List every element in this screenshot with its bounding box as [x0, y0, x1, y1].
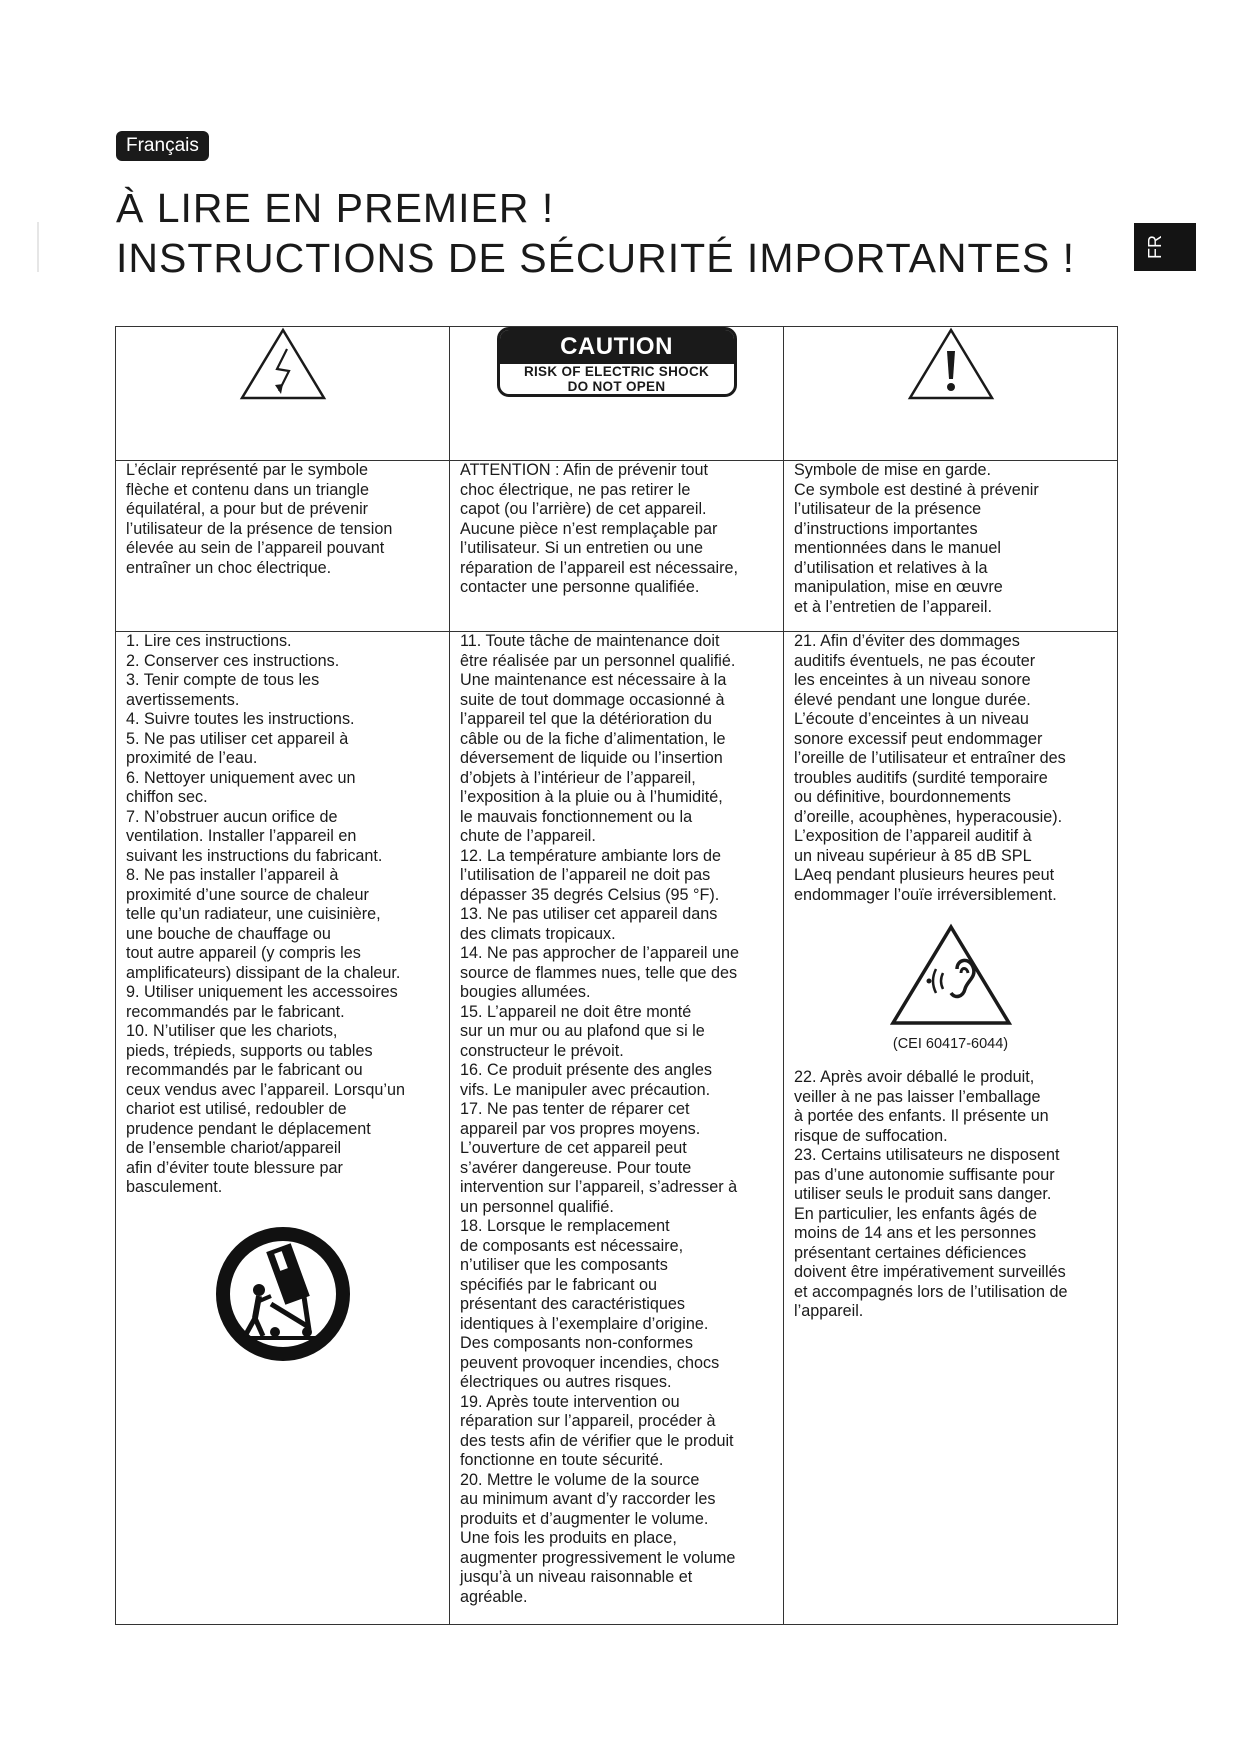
caution-line-1: RISK OF ELECTRIC SHOCK — [523, 364, 710, 379]
instruction-21: 21. Afin d’éviter des dommages auditifs éventuels, ne pas écouter les enceintes à un niveau sonore élevé pendant une longue durée. L’écoute d’enceintes à un niveau sonore excessif peut endommager l’oreille de l’utilisateur et entraîner des troubles auditifs (surdité temporaire ou définitive, bourdonnements d’oreille, acouphènes, hyperacousie). L’exposition de l’appareil auditif à un niveau supérieur à 85 dB SPL LAeq pendant plusieurs heures peut endommager l’ouïe irréversiblement. — [794, 632, 1066, 904]
description-lightning — [116, 461, 450, 632]
instructions-1-10: 1. Lire ces instructions. 2. Conserver ces instructions. 3. Tenir compte de tous les avertissements. 4. Suivre toutes les instructions. 5. Ne pas utiliser cet appareil à proximité de l’eau. 6. Nettoyer uniquement avec un chiffon sec. 7. N’obstruer aucun orifice de ventilation. Installer l’appareil en suivant les instructions du fabricant. 8. Ne pas installer l’appareil à proximité d’une source de chaleur telle qu’un radiateur, une cuisinière, une bouche de chauffage ou tout autre appareil (y compris les amplificateurs) dissipant de la chaleur. 9. Utiliser uniquement les accessoires recommandés par le fabricant. 10. N’utiliser que les chariots, pieds, trépieds, supports ou tables recommandés par le fabricant ou ceux vendus avec l’appareil. Lorsqu’un chariot est utilisé, redoubler de prudence pendant le déplacement de l’ensemble chariot/appareil afin d’éviter toute blessure par basculement. — [126, 632, 405, 1196]
cei-caption: (CEI 60417-6044) — [892, 1035, 1009, 1052]
title-line-2: INSTRUCTIONS DE SÉCURITÉ IMPORTANTES ! — [116, 235, 1076, 281]
exclamation-triangle-icon — [907, 327, 995, 401]
description-exclamation — [784, 461, 1118, 632]
caution-label — [497, 327, 737, 397]
caution-line-2: DO NOT OPEN — [567, 379, 666, 394]
no-tipping-cart-icon — [215, 1226, 351, 1362]
margin-mark — [37, 222, 39, 272]
instructions-11-20: 11. Toute tâche de maintenance doit être réalisée par un personnel qualifié. Une maintenance est nécessaire à la suite de tout dommage occasionné à l’appareil tel que la détérioration du câble ou de la fiche d’alimentation, le déversement de liquide ou l’insertion d’objets à l’intérieur de l’appareil, l’exposition à la pluie ou à l’humidité, le mauvais fonctionnement ou la chute de l’appareil. 12. La température ambiante lors de l’utilisation de l’appareil ne doit pas dépasser 35 degrés Celsius (95 °F). 13. Ne pas utiliser cet appareil dans des climats tropicaux. 14. Ne pas approcher de l’appareil une source de flammes nues, telle que des bougies allumées. 15. L’appareil ne doit être monté sur un mur ou au plafond que si le constructeur le prévoit. 16. Ce produit présente des angles vifs. Le manipuler avec précaution. 17. Ne pas tenter de réparer cet appareil par vos propres moyens. L’ouverture de cet appareil peut s’avérer dangereuse. Pour toute intervention sur l’appareil, s’adresser à un personnel qualifié. 18. Lorsque le remplacement de composants est nécessaire, n’utiliser que les composants spécifiés par le fabricant ou présentant des caractéristiques identiques à l’exemplaire d’origine. Des composants non-conformes peuvent provoquer incendies, chocs électriques ou autres risques. 19. Après toute intervention ou réparation sur l’appareil, procéder à des tests afin de vérifier que le produit fonctionne en toute sécurité. 20. Mettre le volume de la source au minimum avant d’y raccorder les produits et d’augmenter le volume. Une fois les produits en place, augmenter progressivement le volume jusqu’à un niveau raisonnable et agréable. — [460, 632, 739, 1606]
instructions-col-2 — [450, 632, 784, 1625]
lightning-triangle-icon — [239, 327, 327, 401]
language-side-tab-label: FR — [1145, 235, 1165, 259]
instructions-row — [116, 632, 1118, 1625]
hearing-warning-icon — [889, 923, 1013, 1027]
description-caution-text: ATTENTION : Afin de prévenir tout choc électrique, ne pas retirer le capot (ou l’arrière) de cet appareil. Aucune pièce n’est remplaçable par l’utilisateur. Si un entretien ou une réparation de l’appareil est nécessaire, contacter une personne qualifiée. — [460, 461, 739, 596]
instructions-col-3 — [784, 632, 1118, 1625]
caution-cell — [450, 327, 784, 461]
language-side-tab — [1134, 223, 1196, 271]
description-caution — [450, 461, 784, 632]
page-title — [116, 183, 1075, 283]
instructions-22-23: 22. Après avoir déballé le produit, veiller à ne pas laisser l’emballage à portée des enfants. Il présente un risque de suffocation. 23. Certains utilisateurs ne disposent pas d’une autonomie suffisante pour utiliser seuls le produit sans danger. En particulier, les enfants âgés de moins de 14 ans et les personnes présentant certaines déficiences doivent être impérativement surveillés et accompagnés lors de l’utilisation de l’appareil. — [794, 1068, 1068, 1320]
safety-table — [115, 326, 1118, 1625]
instructions-col-1 — [116, 632, 450, 1625]
description-exclamation-text: Symbole de mise en garde. Ce symbole est destiné à prévenir l’utilisateur de la présence d’instructions importantes mentionnées dans le manuel d’utilisation et relatives à la manipulation, mise en œuvre et à l’entretien de l’appareil. — [794, 461, 1039, 616]
lightning-cell — [116, 327, 450, 461]
description-lightning-text: L’éclair représenté par le symbole flèche et contenu dans un triangle équilatéral, a pour but de prévenir l’utilisateur de la présence de tension élevée au sein de l’appareil pouvant entraîner un choc électrique. — [126, 461, 393, 577]
title-line-1: À LIRE EN PREMIER ! — [116, 185, 555, 231]
caution-title: CAUTION — [500, 330, 734, 364]
descriptions-row — [116, 461, 1118, 632]
language-badge: Français — [116, 131, 209, 161]
exclamation-cell — [784, 327, 1118, 461]
icons-row — [116, 327, 1118, 461]
